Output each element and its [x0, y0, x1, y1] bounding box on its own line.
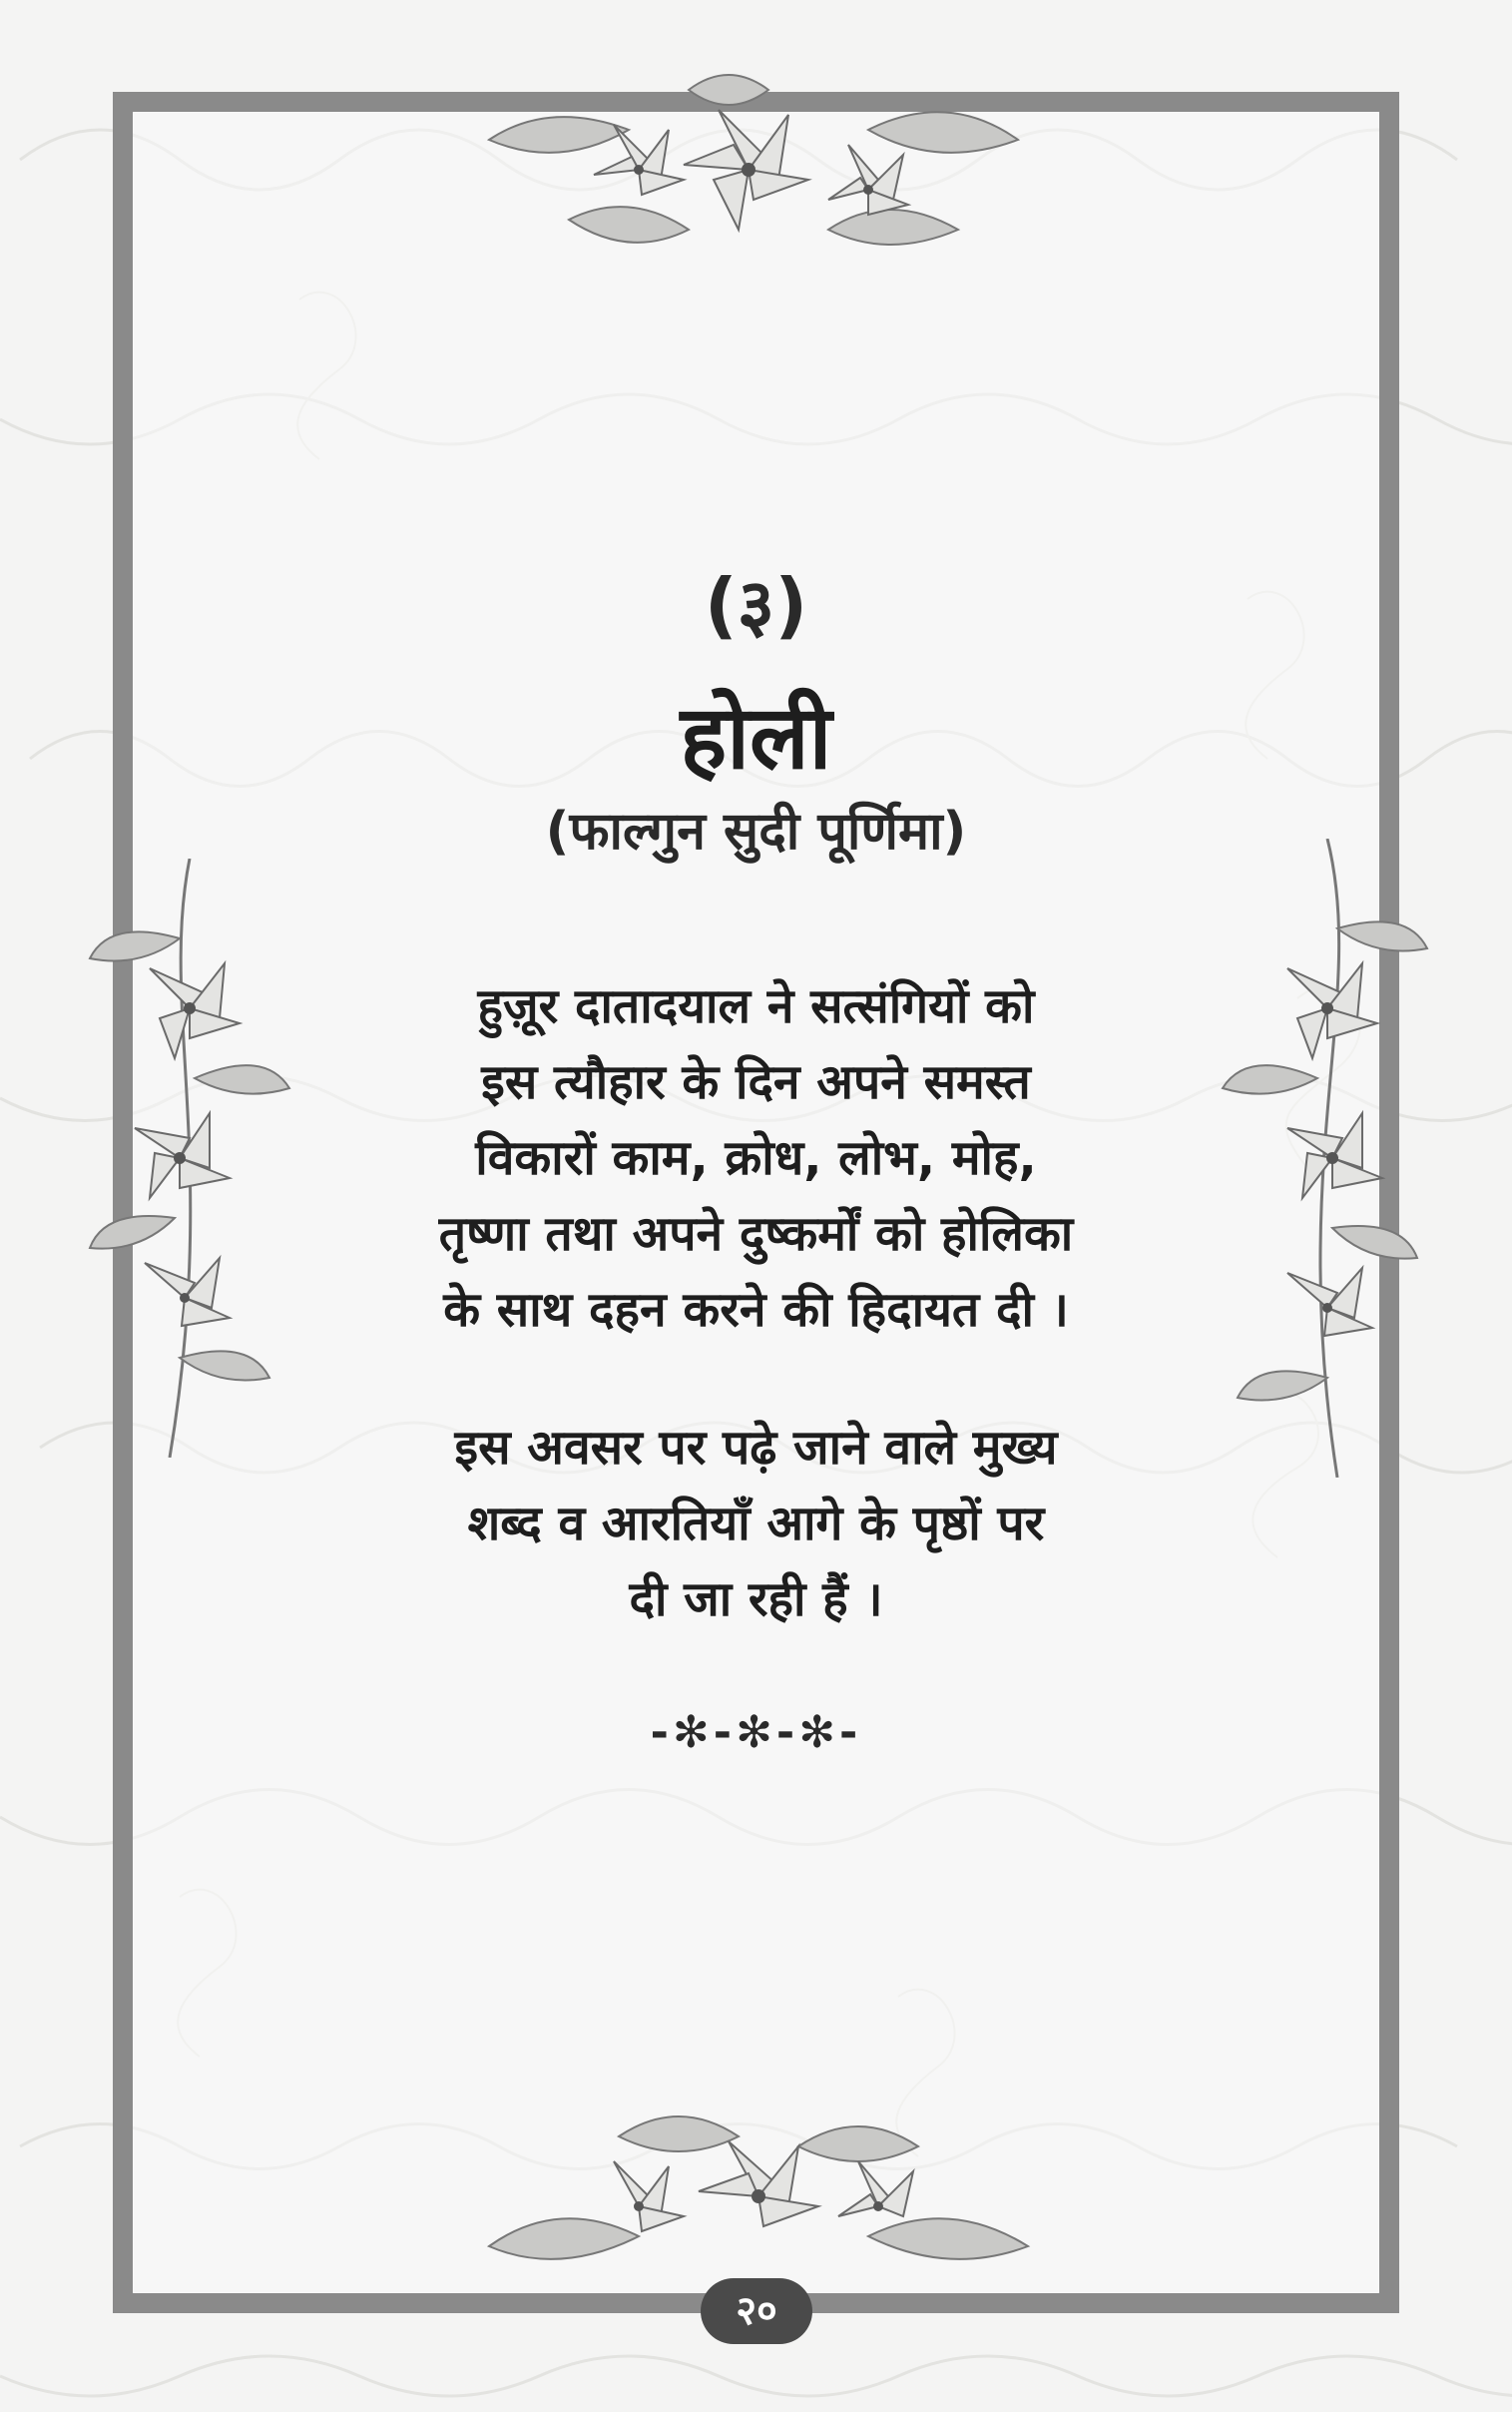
paragraph-line: इस त्यौहार के दिन अपने समस्त [481, 1054, 1031, 1110]
bottom-floral-ornament [469, 2077, 1048, 2306]
paragraph-line: दी जा रही हैं । [629, 1571, 883, 1627]
left-floral-ornament [80, 859, 299, 1458]
top-floral-ornament [449, 60, 1048, 319]
paragraph-line: इस अवसर पर पढ़े जाने वाले मुख्य [454, 1420, 1058, 1476]
paragraph-line: के साथ दहन करने की हिदायत दी । [443, 1282, 1069, 1338]
paragraph-line: हुज़ूर दातादयाल ने सत्संगियों को [477, 978, 1035, 1034]
section-divider: -✻-✻-✻- [650, 1707, 862, 1758]
chapter-number: (३) [704, 563, 808, 647]
page-subtitle: (फाल्गुन सुदी पूर्णिमा) [545, 802, 967, 862]
page-number-badge: २० [701, 2278, 812, 2344]
right-floral-ornament [1218, 839, 1437, 1478]
paragraph-note [299, 1410, 1213, 1637]
paragraph-line: तृष्णा तथा अपने दुष्कर्मों को होलिका [438, 1206, 1074, 1262]
paragraph-line: विकारों काम, क्रोध, लोभ, मोह, [475, 1130, 1037, 1186]
paragraph-line: शब्द व आरतियाँ आगे के पृष्ठों पर [467, 1496, 1045, 1551]
paragraph-instruction [299, 968, 1213, 1348]
page-title: होली [680, 686, 832, 789]
